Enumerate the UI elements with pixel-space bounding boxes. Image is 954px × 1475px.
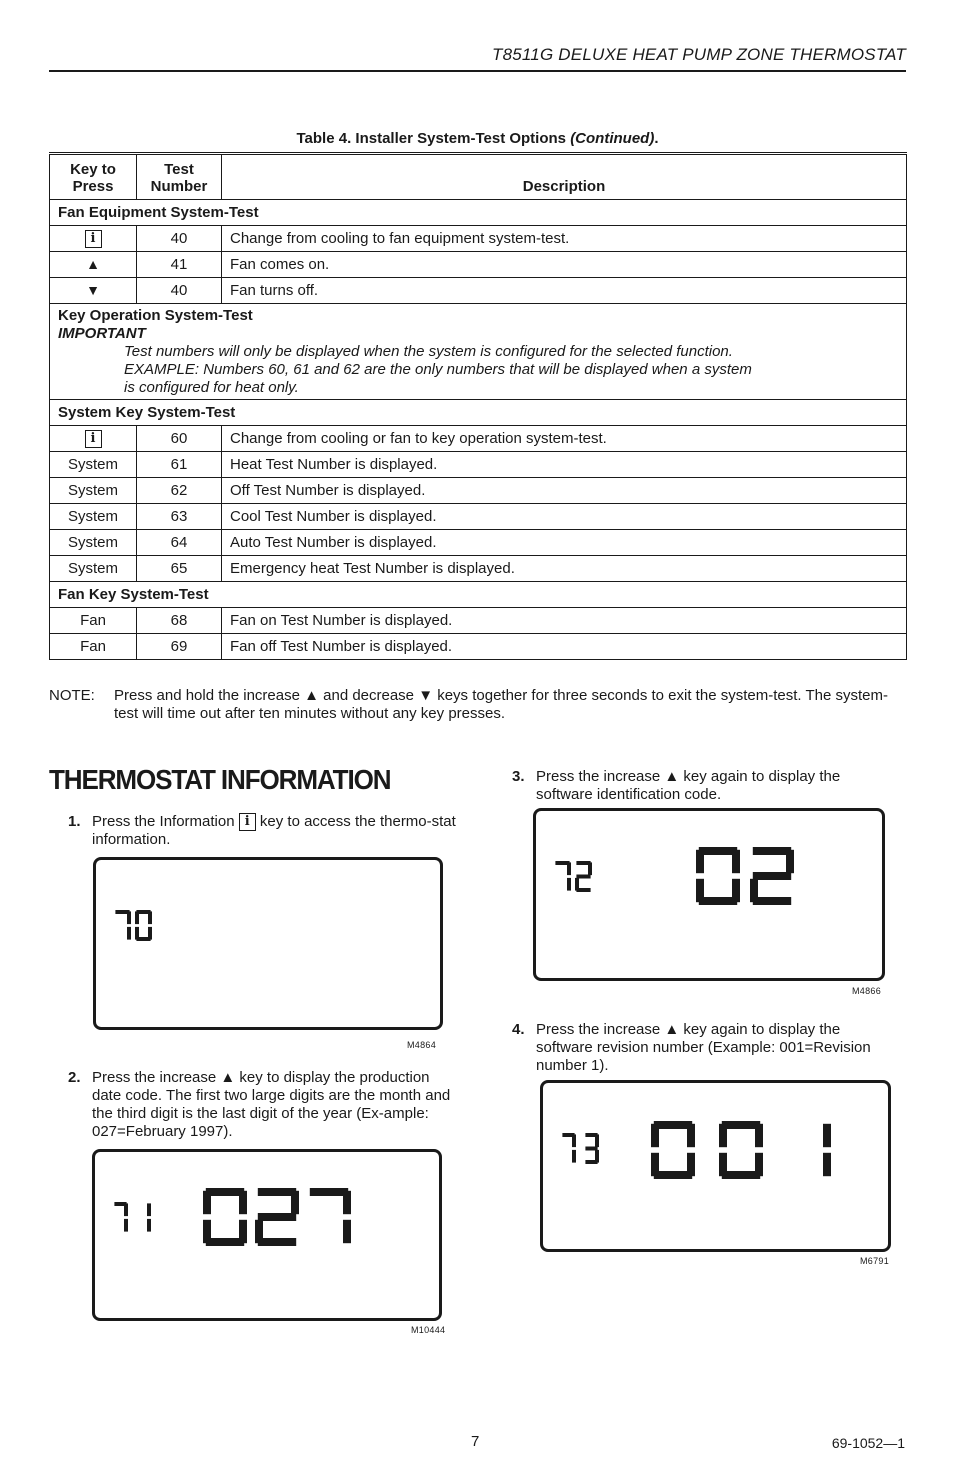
info-key-icon: i [85,230,102,248]
test-number: 64 [137,530,222,556]
test-number: 41 [137,252,222,278]
lcd-segment [687,1124,695,1147]
lcd-segment [786,850,794,873]
lcd-segment [585,1160,597,1164]
lcd-segment [696,879,704,902]
col-key-header: Key to Press [50,154,137,200]
step-number: 2. [68,1069,81,1086]
page-number: 7 [471,1433,480,1450]
description: Auto Test Number is displayed. [222,530,907,556]
description: Cool Test Number is displayed. [222,504,907,530]
lcd-segment [258,1238,296,1246]
important-line: EXAMPLE: Numbers 60, 61 and 62 are the only numbers that will be displayed when a system [124,361,752,378]
section-title: Key Operation System-Test [58,307,253,324]
lcd-segment [696,850,704,873]
step-text: Press the increase ▲ key again to display the software revision number (Example: 001=Revision number 1). [536,1021,871,1074]
lcd-segment [699,847,737,855]
lcd-segment [343,1220,351,1243]
table-row [50,252,907,278]
lcd-segment [719,1124,727,1147]
col-desc-header: Description [222,154,907,200]
header-rule [49,70,906,72]
figure-code: M6791 [860,1256,890,1266]
lcd-segment [753,847,791,855]
lcd-display-1 [93,857,443,1030]
lcd-segment [127,927,131,940]
key-cell [50,426,137,452]
lcd-segment [572,1150,576,1163]
lcd-segment [124,1219,128,1232]
section-row-system-key [50,400,907,426]
key-cell: System [50,478,137,504]
figure-code: M4864 [407,1040,437,1050]
test-number: 69 [137,634,222,660]
lcd-segment [651,1153,659,1176]
description: Off Test Number is displayed. [222,478,907,504]
key-cell [50,278,137,304]
lcd-segment [124,1203,128,1216]
figure-code: M10444 [411,1325,446,1335]
key-cell: Fan [50,634,137,660]
description: Fan on Test Number is displayed. [222,608,907,634]
test-number: 65 [137,556,222,582]
lcd-segment [823,1153,831,1176]
important-line: is configured for heat only. [124,379,299,396]
test-number: 68 [137,608,222,634]
info-key-icon: i [85,430,102,448]
step-text: Press the increase ▲ key to display the production date code. The first two large digits are the month and the third digit is the last digit of the year (Ex-ample: 027=February 1997). [92,1069,451,1140]
description: Fan turns off. [222,278,907,304]
lcd-segment [258,1213,296,1221]
figure-code: M4866 [852,986,882,996]
lcd-segment [654,1121,692,1129]
test-number: 60 [137,426,222,452]
lcd-segment [753,897,791,905]
section-heading: THERMOSTAT INFORMATION [49,764,391,795]
lcd-segment [651,1124,659,1147]
table-row [50,530,907,556]
table-row [50,426,907,452]
table-row [50,556,907,582]
description: Fan comes on. [222,252,907,278]
test-number: 61 [137,452,222,478]
description: Change from cooling to fan equipment system-test. [222,226,907,252]
lcd-display-3 [533,808,885,981]
document-number: 69-1052—1 [831,1435,905,1451]
lcd-segment [310,1188,348,1196]
lcd-segment [567,862,571,875]
up-triangle-icon: ▲ [86,256,100,272]
table-caption: Table 4. Installer System-Test Options (Continued). [296,130,659,147]
step-number: 3. [512,768,525,785]
lcd-segment [585,1147,597,1151]
step-number: 1. [68,813,81,830]
section-title: Fan Equipment System-Test [50,200,907,226]
step-text: Press the Information i key to access the thermo-stat information. [92,813,456,849]
table-row [50,452,907,478]
lcd-segment [722,1171,760,1179]
lcd-digits [95,1152,439,1318]
important-label: IMPORTANT [58,325,146,342]
table-row [50,278,907,304]
test-number: 40 [137,226,222,252]
lcd-segment [654,1171,692,1179]
table-row [50,504,907,530]
info-key-icon: i [239,813,256,831]
note-text: Press and hold the increase ▲ and decrease ▼ keys together for three seconds to exit the system-test. The system-test will time out after ten minutes without any key presses. [114,687,888,722]
note-label: NOTE: [49,687,95,704]
table-row [50,478,907,504]
description: Heat Test Number is displayed. [222,452,907,478]
step-4 [512,1021,897,1075]
col-num-header: Test Number [137,154,222,200]
note [49,687,909,723]
step-2 [68,1069,452,1141]
lcd-segment [147,1203,151,1216]
key-cell: System [50,504,137,530]
lcd-segment [588,862,592,875]
step-text: Press the increase ▲ key again to display the software identification code. [536,768,841,803]
lcd-segment [135,911,139,924]
table-header-row [50,154,907,200]
description: Emergency heat Test Number is displayed. [222,556,907,582]
lcd-segment [255,1220,263,1243]
lcd-segment [203,1220,211,1243]
lcd-segment [823,1124,831,1147]
lcd-digits [96,860,440,1027]
lcd-segment [732,850,740,873]
test-number: 40 [137,278,222,304]
key-cell: System [50,530,137,556]
lcd-segment [147,1219,151,1232]
section-row-fan-key [50,582,907,608]
key-cell: System [50,556,137,582]
lcd-segment [203,1191,211,1214]
lcd-segment [567,878,571,891]
lcd-segment [699,897,737,905]
lcd-segment [595,1134,599,1147]
lcd-segment [575,878,579,891]
lcd-segment [206,1238,244,1246]
lcd-segment [576,875,590,879]
lcd-segment [572,1134,576,1147]
step-3 [512,768,892,804]
lcd-segment [755,1124,763,1147]
lcd-segment [291,1191,299,1214]
key-cell [50,226,137,252]
key-cell: System [50,452,137,478]
lcd-segment [343,1191,351,1214]
system-test-table [49,152,907,660]
lcd-digits [543,1083,888,1249]
table-row [50,226,907,252]
step-1 [68,813,458,849]
lcd-segment [239,1191,247,1214]
test-number: 62 [137,478,222,504]
table-row [50,634,907,660]
lcd-segment [148,911,152,924]
section-row-fan-equipment [50,200,907,226]
lcd-display-2 [92,1149,442,1321]
lcd-display-4 [540,1080,891,1252]
key-cell: Fan [50,608,137,634]
lcd-segment [258,1188,296,1196]
lcd-segment [206,1188,244,1196]
lcd-segment [722,1121,760,1129]
important-line: Test numbers will only be displayed when the system is configured for the selected function. [124,343,733,360]
table-row [50,608,907,634]
key-cell [50,252,137,278]
section-title: System Key System-Test [50,400,907,426]
lcd-digits [536,811,882,978]
lcd-segment [753,872,791,880]
lcd-segment [750,879,758,902]
section-title: Fan Key System-Test [50,582,907,608]
description: Change from cooling or fan to key operation system-test. [222,426,907,452]
lcd-segment [719,1153,727,1176]
lcd-segment [127,911,131,924]
header-title: T8511G DELUXE HEAT PUMP ZONE THERMOSTAT [492,45,906,64]
description: Fan off Test Number is displayed. [222,634,907,660]
lcd-segment [135,927,139,940]
important-note [50,304,907,400]
test-number: 63 [137,504,222,530]
section-row-key-operation [50,304,907,400]
down-triangle-icon: ▼ [86,282,100,298]
step-number: 4. [512,1021,525,1038]
